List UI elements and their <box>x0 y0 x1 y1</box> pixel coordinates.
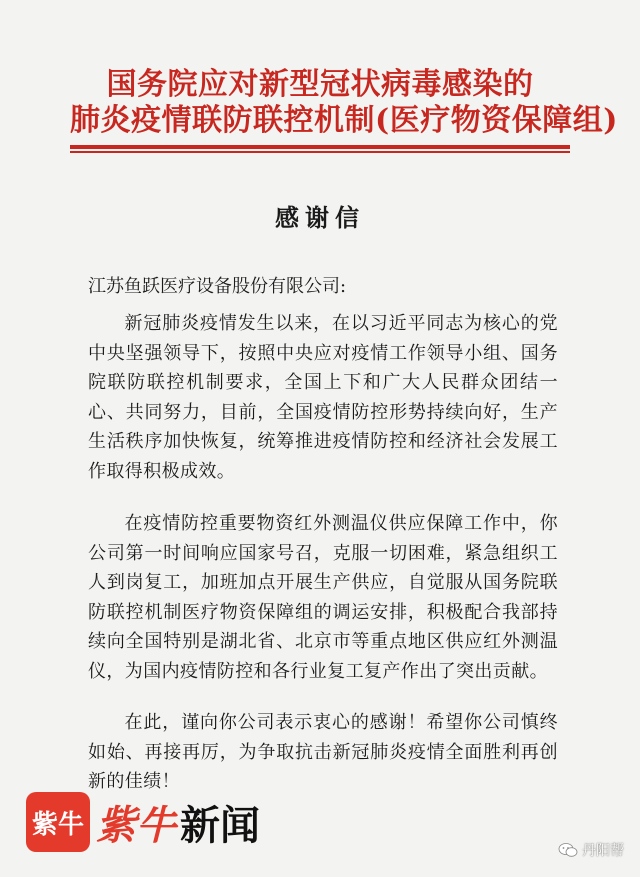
brand-wordmark-black: 新闻 <box>180 801 260 849</box>
brand-wordmark-red: 紫牛 <box>96 802 176 849</box>
wechat-icon <box>558 842 578 858</box>
zniu-logo-icon: 紫牛 <box>26 792 90 852</box>
paragraph-2 <box>88 509 558 686</box>
letter-title: 感谢信 <box>275 203 365 232</box>
header-rule-thin <box>70 151 570 153</box>
salutation: 江苏鱼跃医疗设备股份有限公司: <box>88 276 347 297</box>
wechat-account-name: 丹阳帮 <box>582 843 624 859</box>
paragraph-2-text: 在疫情防控重要物资红外测温仪供应保障工作中，你公司第一时间响应国家号召，克服一切困难，紧急组织工人到岗复工，加班加点开展生产供应，自觉服从国务院联防联控机制医疗物资保障组的调运安排，积极配合我部持续向全国特别是湖北省、北京市等重点地区供应红外测温仪，为国内疫情防控和各行业复工复产作出了突出贡献。 <box>88 513 558 682</box>
header-title-line2: 肺炎疫情联防联控机制(医疗物资保障组) <box>70 103 618 138</box>
wechat-watermark <box>558 840 624 860</box>
paragraph-1 <box>88 309 558 486</box>
brand-wordmark <box>96 792 260 852</box>
paragraph-1-text: 新冠肺炎疫情发生以来，在以习近平同志为核心的党中央坚强领导下，按照中央应对疫情工作领导小组、国务院联防联控机制要求，全国上下和广大人民群众团结一心、共同努力，目前，全国疫情防控形势持续向好，生产生活秩序加快恢复，统筹推进疫情防控和经济社会发展工作取得积极成效。 <box>88 313 558 482</box>
header-title-line1: 国务院应对新型冠状病毒感染的 <box>106 67 534 102</box>
header-rule-thick <box>70 145 570 149</box>
paragraph-3-text: 在此，谨向你公司表示衷心的感谢！希望你公司慎终如始、再接再厉，为争取抗击新冠肺炎疫情全面胜利再创新的佳绩！ <box>88 712 558 792</box>
paragraph-3 <box>88 708 558 797</box>
